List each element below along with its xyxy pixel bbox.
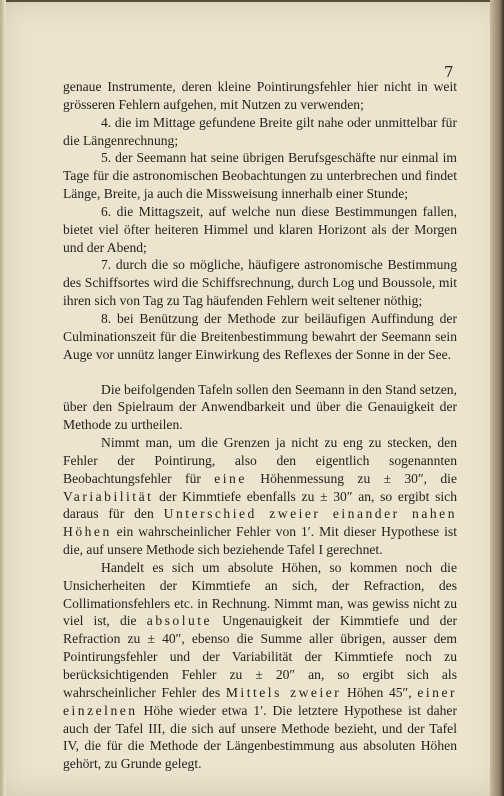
text-run: Höhen 45″,: [341, 684, 418, 700]
page-number: 7: [444, 63, 454, 81]
spaced-emphasis: eine: [214, 470, 247, 486]
page-edge-shadow: [490, 0, 504, 796]
text-run: 8. bei Benützung der Methode zur beiläufigen Auffindung der Culminationszeit für die Breitenbestimmung bewahrt der Seemann sein Auge vor unnütz langer Einwirkung des Reflexes der Sonne in der See.: [63, 310, 457, 362]
body-text: [63, 78, 457, 773]
paragraph: [63, 78, 457, 114]
top-edge: [0, 0, 504, 2]
text-run: Höhenmessung zu ± 30″, die: [246, 470, 457, 486]
spaced-emphasis: absolute: [146, 613, 213, 629]
spaced-emphasis: Variabilität: [63, 488, 154, 504]
spaced-emphasis: einer einzelnen: [63, 684, 458, 718]
spaced-emphasis: Mittels zweier: [225, 684, 342, 700]
text-run: Nimmt man, um die Grenzen ja nicht zu eng zu stecken, den Fehler der Pointirung, also den eigentlich sogenannten Beobachtungsfehler für: [63, 435, 457, 486]
text-run: Höhe wieder etwa 1′. Die letztere Hypothese ist daher auch der Tafel III, die sich auf unsere Methode bezieht, und der Tafel IV, die für die Methode der Längenbestimmung aus absoluten Höhen gehört, zu Grunde gelegt.: [63, 702, 457, 772]
text-run: 6. die Mittagszeit, auf welche nun diese Bestimmungen fallen, bietet viel öfter heiteren Himmel und klaren Horizont als der Morgen und der Abend;: [63, 203, 457, 255]
paragraph: [63, 203, 457, 257]
paragraph: [63, 114, 457, 150]
spaced-emphasis: Unterschied zweier einander nahen Höhen: [63, 506, 457, 540]
paragraph: [63, 559, 457, 773]
text-run: der Kimmtiefe ebenfalls zu ± 30″ an, so ergibt sich daraus für den: [63, 488, 457, 522]
text-run: Die beifolgenden Tafeln sollen den Seemann in den Stand setzen, über den Spielraum der Anwendbarkeit und über die Genauigkeit der Methode zu urtheilen.: [63, 381, 457, 433]
paragraph: [63, 149, 457, 203]
text-run: Ungenauigkeit der Kimmtiefe und der Refraction zu ± 40″, ebenso die Summe aller übrigen, ausser dem Pointirungsfehler und der Variabilität der Kimmtiefe noch zu berücksichtigenden Fehler zu ± 20″ an, so ergibt sich als wahrscheinlicher Fehler des: [63, 613, 458, 700]
text-run: genaue Instrumente, deren kleine Pointirungsfehler hier nicht in weit grösseren Fehlern aufgehen, mit Nutzen zu verwenden;: [63, 79, 457, 112]
text-run: Handelt es sich um absolute Höhen, so kommen noch die Unsicherheiten der Kimmtiefe an sich, der Refraction, des Collimationsfehlers etc. in Rechnung. Nimmt man, was gewiss nicht zu viel ist, die: [63, 559, 457, 629]
paragraph: [63, 434, 457, 559]
paragraph: [63, 310, 457, 364]
text-run: 5. der Seemann hat seine übrigen Berufsgeschäfte nur einmal im Tage für die astronomischen Beobachtungen zu unterbrechen und findet Länge, Breite, ja auch die Missweisung innerhalb einer Stunde;: [63, 150, 457, 202]
text-run: 4. die im Mittage gefundene Breite gilt nahe oder unmittelbar für die Längenrechnung;: [63, 114, 457, 148]
paragraph: [63, 256, 457, 310]
binding-edge: [0, 0, 6, 796]
paragraph: [63, 381, 457, 435]
text-run: ein wahrscheinlicher Fehler von 1′. Mit dieser Hypothese ist die, auf unsere Methode sich beziehende Tafel I gerechnet.: [63, 524, 457, 558]
text-run: 7. durch die so mögliche, häufigere astronomische Bestimmung des Schiffsortes wird die Schiffsrechnung, durch Log und Boussole, mit ihren sich von Tag zu Tag häufenden Fehlern weit seltener nöthig;: [63, 257, 457, 309]
